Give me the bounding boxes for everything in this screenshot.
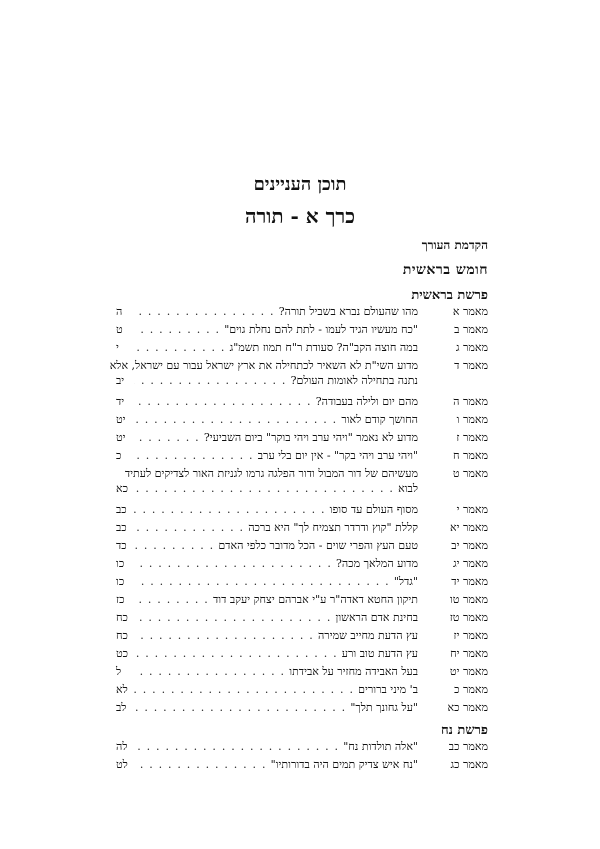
- entry-page: לה: [116, 740, 128, 753]
- entry-title: מדוע המלאך מכה?: [336, 557, 418, 570]
- entry-title: "ויהי ערב ויהי בקר" - אין יום בלי ערב: [257, 449, 418, 462]
- dot-leader: [134, 521, 244, 534]
- entry-label: מאמר כ: [454, 683, 488, 696]
- section-title-bereshit: פרשת בראשית: [411, 288, 488, 303]
- entry-title: ב' מיני ברורים: [358, 683, 418, 696]
- page-title: תוכן העניינים: [253, 174, 347, 195]
- entry-title-continued: נתנה בתחילה לאומות העולם?: [290, 374, 418, 387]
- entry-label: מאמר ה: [453, 395, 488, 408]
- entry-title: תיקון החטא דאדה"ר ע"י אברהם יצחק יעקב דוד: [212, 593, 418, 606]
- entry-label: מאמר יא: [449, 521, 488, 534]
- entry-title: מהם יום ולילה בעבודה?: [315, 395, 418, 408]
- entry-label: מאמר יד: [451, 575, 488, 588]
- dot-leader: [134, 374, 287, 387]
- entry-label: מאמר כא: [447, 701, 488, 714]
- entry-page: לב: [116, 701, 127, 714]
- entry-label: מאמר טו: [449, 593, 488, 606]
- entry-page: כד: [116, 539, 127, 552]
- entry-page: כט: [116, 647, 129, 660]
- entry-page: ט: [116, 323, 123, 336]
- entry-page: ל: [116, 665, 122, 678]
- entry-label: מאמר יח: [450, 647, 488, 660]
- dot-leader: [134, 665, 285, 678]
- entry-page: לט: [116, 758, 128, 771]
- entry-label: מאמר ח: [452, 449, 488, 462]
- dot-leader: [134, 323, 220, 336]
- entry-title: בעל האבידה מחזיר על אבידתו: [289, 665, 418, 678]
- dot-leader: [134, 395, 312, 408]
- entry-title: מהו שהעולם נברא בשביל תורה?: [278, 305, 418, 318]
- entry-title: מדוע לא נאמר "ויהי ערב ויהי בוקר" ביום השביעי?: [203, 431, 418, 444]
- entry-title: עץ הדעת טוב ורע: [341, 647, 418, 660]
- dot-leader: [134, 629, 314, 642]
- editor-intro-label: הקדמת העורך: [421, 238, 488, 252]
- dot-leader: [134, 593, 209, 606]
- dot-leader: [134, 305, 275, 318]
- entry-page: יב: [116, 374, 125, 387]
- dot-leader: [134, 341, 226, 354]
- volume-subtitle: כרך א - תורה: [244, 204, 356, 228]
- entry-page: כז: [116, 593, 125, 606]
- dot-leader: [134, 611, 332, 624]
- dot-leader: [134, 449, 254, 462]
- dot-leader: [134, 482, 394, 495]
- dot-leader: [134, 683, 354, 696]
- entry-title: מעשיהם של דור המבול ודור הפלגה גרמו לגניזת האור לצדיקים לעתיד: [124, 467, 418, 480]
- entry-page: כב: [116, 521, 127, 534]
- entry-label: מאמר ג: [455, 341, 488, 354]
- dot-leader: [134, 557, 332, 570]
- dot-leader: [134, 740, 339, 753]
- entry-page: יט: [116, 431, 126, 444]
- entry-label: מאמר ד: [454, 359, 488, 372]
- dot-leader: [134, 539, 214, 552]
- entry-label: מאמר ו: [456, 413, 488, 426]
- dot-leader: [134, 647, 338, 660]
- entry-page: כח: [116, 629, 128, 642]
- entry-title: עץ הדעת מחייב שמירה: [317, 629, 418, 642]
- entry-label: מאמר יז: [453, 629, 488, 642]
- dot-leader: [134, 413, 337, 426]
- dot-leader: [134, 575, 390, 588]
- entry-label: מאמר י: [456, 503, 488, 516]
- dot-leader: [134, 701, 346, 714]
- entry-label: מאמר יט: [449, 665, 488, 678]
- entry-title: "גדל": [393, 575, 418, 588]
- entry-title: קללת "קוץ ודרדר תצמיח לך" היא ברכה: [248, 521, 418, 534]
- entry-page: כ: [116, 449, 122, 462]
- entry-title: מסוף העולם עד סופו: [329, 503, 418, 516]
- entry-label: מאמר ב: [454, 323, 488, 336]
- entry-page: כב: [116, 503, 127, 516]
- entry-label: מאמר יב: [451, 539, 488, 552]
- entry-label: מאמר טז: [449, 611, 488, 624]
- entry-label: מאמר כג: [450, 758, 488, 771]
- entry-title: במה חוצה הקב"ה? סעודת ר"ח תמוז תשמ"ג: [229, 341, 418, 354]
- entry-title: "על גחונך תלך": [350, 701, 418, 714]
- entry-label: מאמר כב: [448, 740, 488, 753]
- entry-title: בחינת אדם הראשון: [335, 611, 418, 624]
- entry-page: כו: [116, 557, 125, 570]
- book-title: חומש בראשית: [402, 262, 488, 278]
- entry-page: לא: [116, 683, 128, 696]
- entry-title: טעם העץ והפרי שוים - הכל מדובר כלפי האדם: [218, 539, 418, 552]
- dot-leader: [134, 758, 267, 771]
- entry-title: "נח איש צדיק תמים היה בדורותיו": [270, 758, 418, 771]
- entry-label: מאמר ז: [456, 431, 488, 444]
- entry-title: "אלה תולדות נח": [343, 740, 418, 753]
- entry-page: כו: [116, 575, 125, 588]
- entry-page: יט: [116, 413, 126, 426]
- entry-label: מאמר ט: [452, 467, 488, 480]
- entry-page: יד: [116, 395, 125, 408]
- entry-title: מדוע השי"ת לא השאיר לכתחילה את ארץ ישראל עבור עם ישראל, אלא: [109, 359, 418, 372]
- section-title-noach: פרשת נח: [440, 723, 488, 738]
- entry-page: י: [116, 341, 119, 354]
- entry-title: החושך קודם לאור: [341, 413, 418, 426]
- dot-leader: [134, 503, 326, 516]
- entry-title-continued: לבוא: [398, 482, 418, 495]
- entry-label: מאמר א: [452, 305, 488, 318]
- dot-leader: [134, 431, 200, 444]
- entry-label: מאמר יג: [452, 557, 488, 570]
- entry-page: כח: [116, 611, 128, 624]
- entry-page: ה: [116, 305, 123, 318]
- entry-title: "כח מעשיו הגיד לעמו - לתת להם נחלת גוים": [224, 323, 418, 336]
- entry-page: כא: [116, 482, 128, 495]
